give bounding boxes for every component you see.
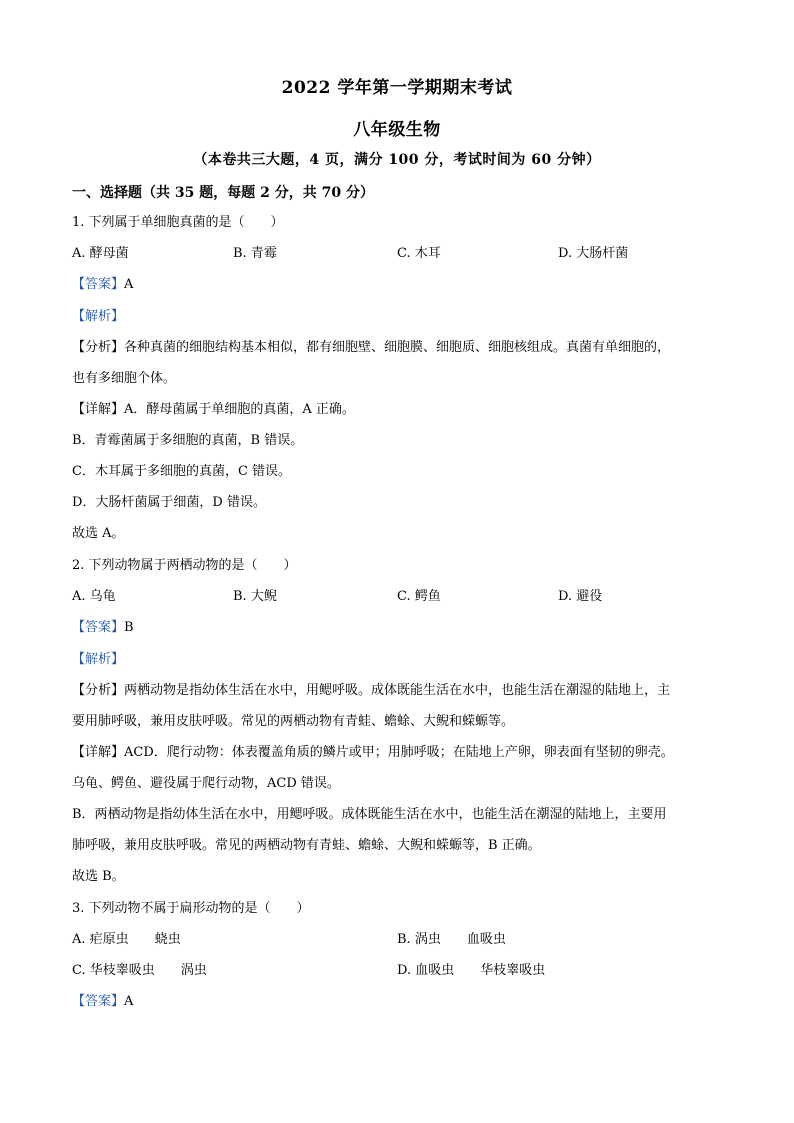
q1-stem: 1. 下列属于单细胞真菌的是（ ） — [72, 215, 284, 230]
q3-option-b — [397, 931, 506, 949]
q1-explain — [72, 308, 124, 326]
q3-option-item: 疟原虫 — [89, 932, 129, 947]
q2-answer — [72, 619, 134, 637]
answer-tag: 【答案】 — [72, 277, 125, 292]
q3-option-d — [397, 962, 545, 980]
q2-conclusion: 故选 B。 — [72, 869, 125, 884]
q3-stem: 3. 下列动物不属于扁形动物的是（ ） — [72, 901, 310, 916]
q1-option-d: D. 大肠杆菌 — [558, 246, 629, 261]
q1-option-a: A. 酵母菌 — [72, 246, 129, 261]
exam-subject: 八年级生物 — [353, 120, 441, 140]
q3-option-letter: C. — [72, 963, 86, 978]
exam-note: （本卷共三大题，4 页，满分 100 分，考试时间为 60 分钟） — [193, 152, 601, 168]
analysis-tag: 【分析】 — [72, 340, 125, 355]
q1-detail-1 — [72, 401, 355, 419]
section-heading: 一、选择题（共 35 题，每题 2 分，共 70 分） — [72, 185, 374, 201]
q3-answer — [72, 993, 133, 1011]
q2-detail-1 — [72, 744, 674, 762]
explain-tag: 【解析】 — [72, 309, 125, 324]
q3-option-item: 华枝睾吸虫 — [480, 963, 546, 978]
q2-explain — [72, 651, 124, 669]
q3-option-item: 蛲虫 — [154, 932, 181, 947]
q2-option-b: B. 大鲵 — [233, 589, 277, 604]
q3-option-letter: B. — [397, 932, 411, 947]
q1-detail-2: B．青霉菌属于多细胞的真菌，B 错误。 — [72, 433, 304, 448]
q1-analysis-1 — [72, 339, 670, 357]
q2-detail-2: 乌龟、鳄鱼、避役属于爬行动物，ACD 错误。 — [72, 776, 340, 791]
q1-option-c: C. 木耳 — [397, 246, 441, 261]
q3-answer-value: A — [124, 994, 134, 1009]
q3-option-c — [72, 962, 207, 980]
analysis-tag: 【分析】 — [72, 683, 125, 698]
q1-detail-text: A．酵母菌属于单细胞的真菌，A 正确。 — [124, 402, 355, 417]
q3-option-letter: D. — [397, 963, 412, 978]
q1-answer-value: A — [124, 277, 134, 292]
q2-detail-3: B．两栖动物是指幼体生活在水中，用鳃呼吸。成体既能生活在水中，也能生活在潮湿的陆地上，主要用 — [72, 807, 667, 822]
q2-option-a: A. 乌龟 — [72, 589, 116, 604]
q3-option-item: 涡虫 — [414, 932, 441, 947]
q2-answer-value: B — [124, 620, 134, 635]
q2-detail-text: ACD．爬行动物：体表覆盖角质的鳞片或甲；用肺呼吸；在陆地上产卵，卵表面有坚韧的卵壳。 — [124, 745, 674, 760]
q2-analysis-1 — [72, 682, 670, 700]
q1-detail-4: D．大肠杆菌属于细菌，D 错误。 — [72, 495, 266, 510]
q1-answer — [72, 276, 133, 294]
explain-tag: 【解析】 — [72, 652, 125, 667]
q1-detail-3: C．木耳属于多细胞的真菌，C 错误。 — [72, 464, 292, 479]
q3-option-item: 华枝睾吸虫 — [89, 963, 155, 978]
q3-option-a — [72, 931, 181, 949]
answer-tag: 【答案】 — [72, 620, 125, 635]
q3-option-item: 涡虫 — [180, 963, 207, 978]
exam-title: 2022 学年第一学期期末考试 — [281, 78, 513, 98]
q2-detail-4: 肺呼吸，兼用皮肤呼吸。常见的两栖动物有青蛙、蟾蜍、大鲵和蝾螈等，B 正确。 — [72, 838, 541, 853]
q2-analysis-2: 要用肺呼吸，兼用皮肤呼吸。常见的两栖动物有青蛙、蟾蜍、大鲵和蝾螈等。 — [72, 714, 515, 729]
q3-option-item: 血吸虫 — [466, 932, 506, 947]
q2-analysis-text: 两栖动物是指幼体生活在水中，用鳃呼吸。成体既能生活在水中，也能生活在潮湿的陆地上，主 — [124, 683, 671, 698]
q3-option-item: 血吸虫 — [415, 963, 455, 978]
q2-stem: 2. 下列动物属于两栖动物的是（ ） — [72, 558, 297, 573]
q3-option-letter: A. — [72, 932, 86, 947]
q1-conclusion: 故选 A。 — [72, 526, 125, 541]
detail-tag: 【详解】 — [72, 402, 125, 417]
detail-tag: 【详解】 — [72, 745, 125, 760]
q1-option-b: B. 青霉 — [233, 246, 277, 261]
q1-analysis-text: 各种真菌的细胞结构基本相似，都有细胞壁、细胞膜、细胞质、细胞核组成。真菌有单细胞的， — [124, 340, 671, 355]
q2-option-c: C. 鳄鱼 — [397, 589, 441, 604]
q1-analysis-2: 也有多细胞个体。 — [72, 371, 177, 386]
q2-option-d: D. 避役 — [558, 589, 603, 604]
answer-tag: 【答案】 — [72, 994, 125, 1009]
